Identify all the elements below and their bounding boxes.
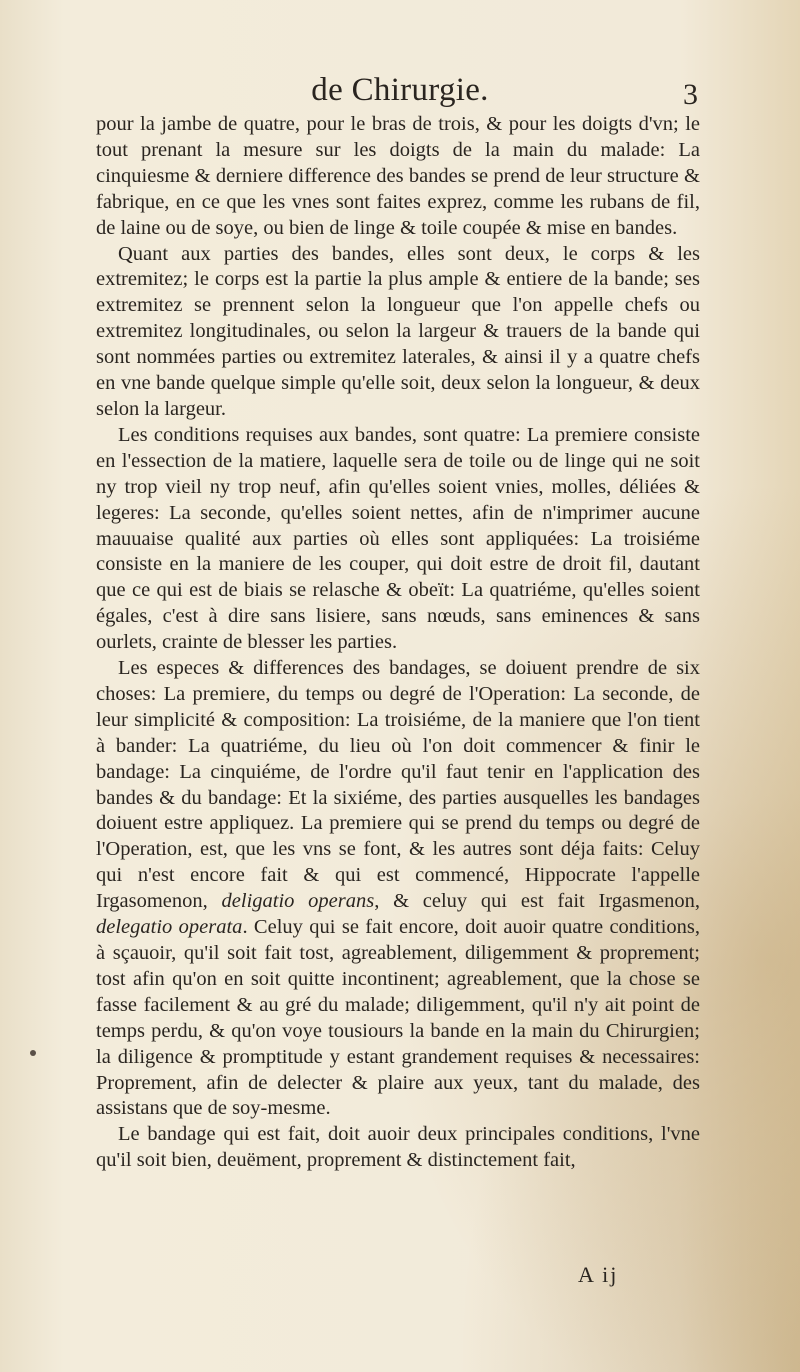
paragraph-4 <box>96 656 700 1122</box>
paragraph-4-text-b: , & celuy qui est fait Irgasmenon, <box>374 890 700 913</box>
ink-speck <box>30 1050 36 1056</box>
paragraph-1: pour la jambe de quatre, pour le bras de trois, & pour les doigts d'vn; le tout prenant la mesure sur les doigts de la main du malade: La cinquiesme & derniere difference des bandes se prend de leur structure & fabrique, en ce que les vnes sont faites exprez, comme les rubans de fil, de laine ou de soye, ou bien de linge & toile coupée & mise en bandes. <box>96 113 700 239</box>
page-header <box>0 72 800 116</box>
latin-term-delegatio-operata: delegatio operata <box>96 916 243 939</box>
paragraph-4-text-c: . Celuy qui se fait encore, doit auoir quatre conditions, à sçauoir, qu'il soit fait tost, agreablement, diligemment & proprement; tost afin qu'on en soit quitte incontinent; agreablement, que la chose se fasse facilement & au gré du malade; diligemment, qu'il n'y ait point de temps perdu, & qu'on voye tousiours la bande en la main du Chirurgien; la diligence & promptitude y estant grandement requises & necessaires: Proprement, afin de delecter & plaire aux yeux, tant du malade, des assistans que de soy-mesme. <box>96 916 700 1120</box>
latin-term-deligatio-operans: deligatio operans <box>221 890 375 913</box>
paragraph-5: Le bandage qui est fait, doit auoir deux principales conditions, l'vne qu'il soit bien, deuëment, proprement & distinctement fait, <box>96 1123 700 1172</box>
body-text <box>96 112 700 1174</box>
paragraph-3: Les conditions requises aux bandes, sont quatre: La premiere consiste en l'essection de la matiere, laquelle sera de toile ou de linge qui ne soit ny trop vieil ny trop neuf, afin qu'elles soient vnies, molles, déliées & legeres: La seconde, qu'elles soient nettes, afin de n'imprimer aucune mauuaise qualité aux parties où elles sont appliquées: La troisiéme consiste en la maniere de les couper, qui doit estre de droit fil, dautant que ce qui est de biais se relasche & obeït: La quatriéme, qu'elles soient égales, c'est à dire sans lisiere, sans nœuds, sans eminences & sans ourlets, crainte de blesser les parties. <box>96 423 700 654</box>
paragraph-2: Quant aux parties des bandes, elles sont deux, le corps & les extremitez; le corps est la partie la plus ample & entiere de la bande; ses extremitez se prennent selon la longueur que l'on appelle chefs ou extremitez longitudinales, ou selon la largeur & trauers de la bande qui sont nommées parties ou extremitez laterales, & ainsi il y a quatre chefs en vne bande quelque simple qu'elle soit, deux selon la longueur, & deux selon la largeur. <box>96 242 700 420</box>
paragraph-4-text-a: Les especes & differences des bandages, se doiuent prendre de six choses: La premiere, du temps ou degré de l'Operation: La seconde, de leur simplicité & composition: La troisiéme, de la maniere que l'on tient à bander: La quatriéme, du lieu où l'on doit commencer & finir le bandage: La cinquiéme, de l'ordre qu'il faut tenir en l'application des bandes & du bandage: Et la sixiéme, des parties ausquelles les bandages doiuent estre appliquez. La premiere qui se prend du temps ou degré de l'Operation, est, que les vns se font, & les autres sont déja faits: Celuy qui n'est encore fait & qui est commencé, Hippocrate l'appelle Irgasomenon, <box>96 657 700 913</box>
signature-mark: A ij <box>578 1262 619 1287</box>
running-title: de Chirurgie. <box>311 72 489 108</box>
page-number: 3 <box>683 78 698 111</box>
